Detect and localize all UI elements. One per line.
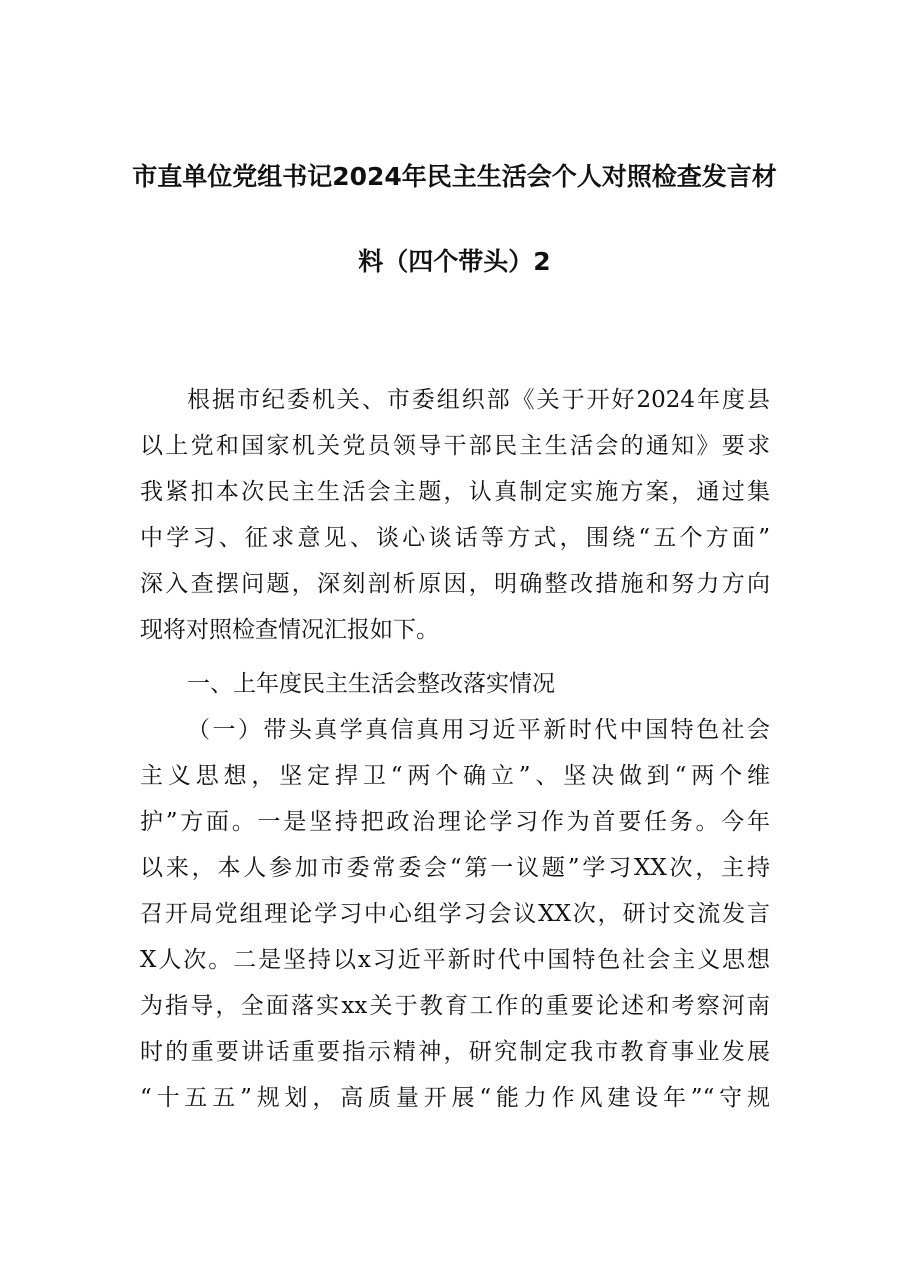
- text-line: 根据市纪委机关、市委组织部《关于开好2024年度县: [187, 387, 770, 413]
- text-line: 我紧扣本次民主生活会主题，认真制定实施方案，通过集: [140, 479, 770, 505]
- text-line: 主义思想，坚定捍卫“两个确立”、坚决做到“两个维: [140, 763, 770, 789]
- section-heading: 一、上年度民主生活会整改落实情况: [187, 671, 555, 697]
- text-line: 护”方面。一是坚持把政治理论学习作为首要任务。今年: [140, 809, 770, 835]
- text-line: 为指导，全面落实xx关于教育工作的重要论述和考察河南: [140, 993, 770, 1019]
- text-line: 时的重要讲话重要指示精神，研究制定我市教育事业发展: [140, 1039, 770, 1065]
- document-title-line-2: 料（四个带头）2: [358, 247, 551, 276]
- text-line: 现将对照检查情况汇报如下。: [140, 617, 439, 643]
- document-title-line-1: 市直单位党组书记2024年民主生活会个人对照检查发言材: [132, 162, 777, 191]
- text-line: X人次。二是坚持以x习近平新时代中国特色社会主义思想: [140, 947, 770, 973]
- text-line: 以来，本人参加市委常委会“第一议题”学习XX次，主持: [140, 855, 770, 881]
- text-line: “十五五”规划，高质量开展“能力作风建设年”“守规: [140, 1085, 770, 1111]
- text-line: （一）带头真学真信真用习近平新时代中国特色社会: [187, 717, 770, 743]
- text-line: 以上党和国家机关党员领导干部民主生活会的通知》要求: [140, 433, 770, 459]
- text-line: 召开局党组理论学习中心组学习会议XX次，研讨交流发言: [140, 901, 770, 927]
- text-line: 深入查摆问题，深刻剖析原因，明确整改措施和努力方向: [140, 571, 770, 597]
- text-line: 中学习、征求意见、谈心谈话等方式，围绕“五个方面”: [140, 525, 770, 551]
